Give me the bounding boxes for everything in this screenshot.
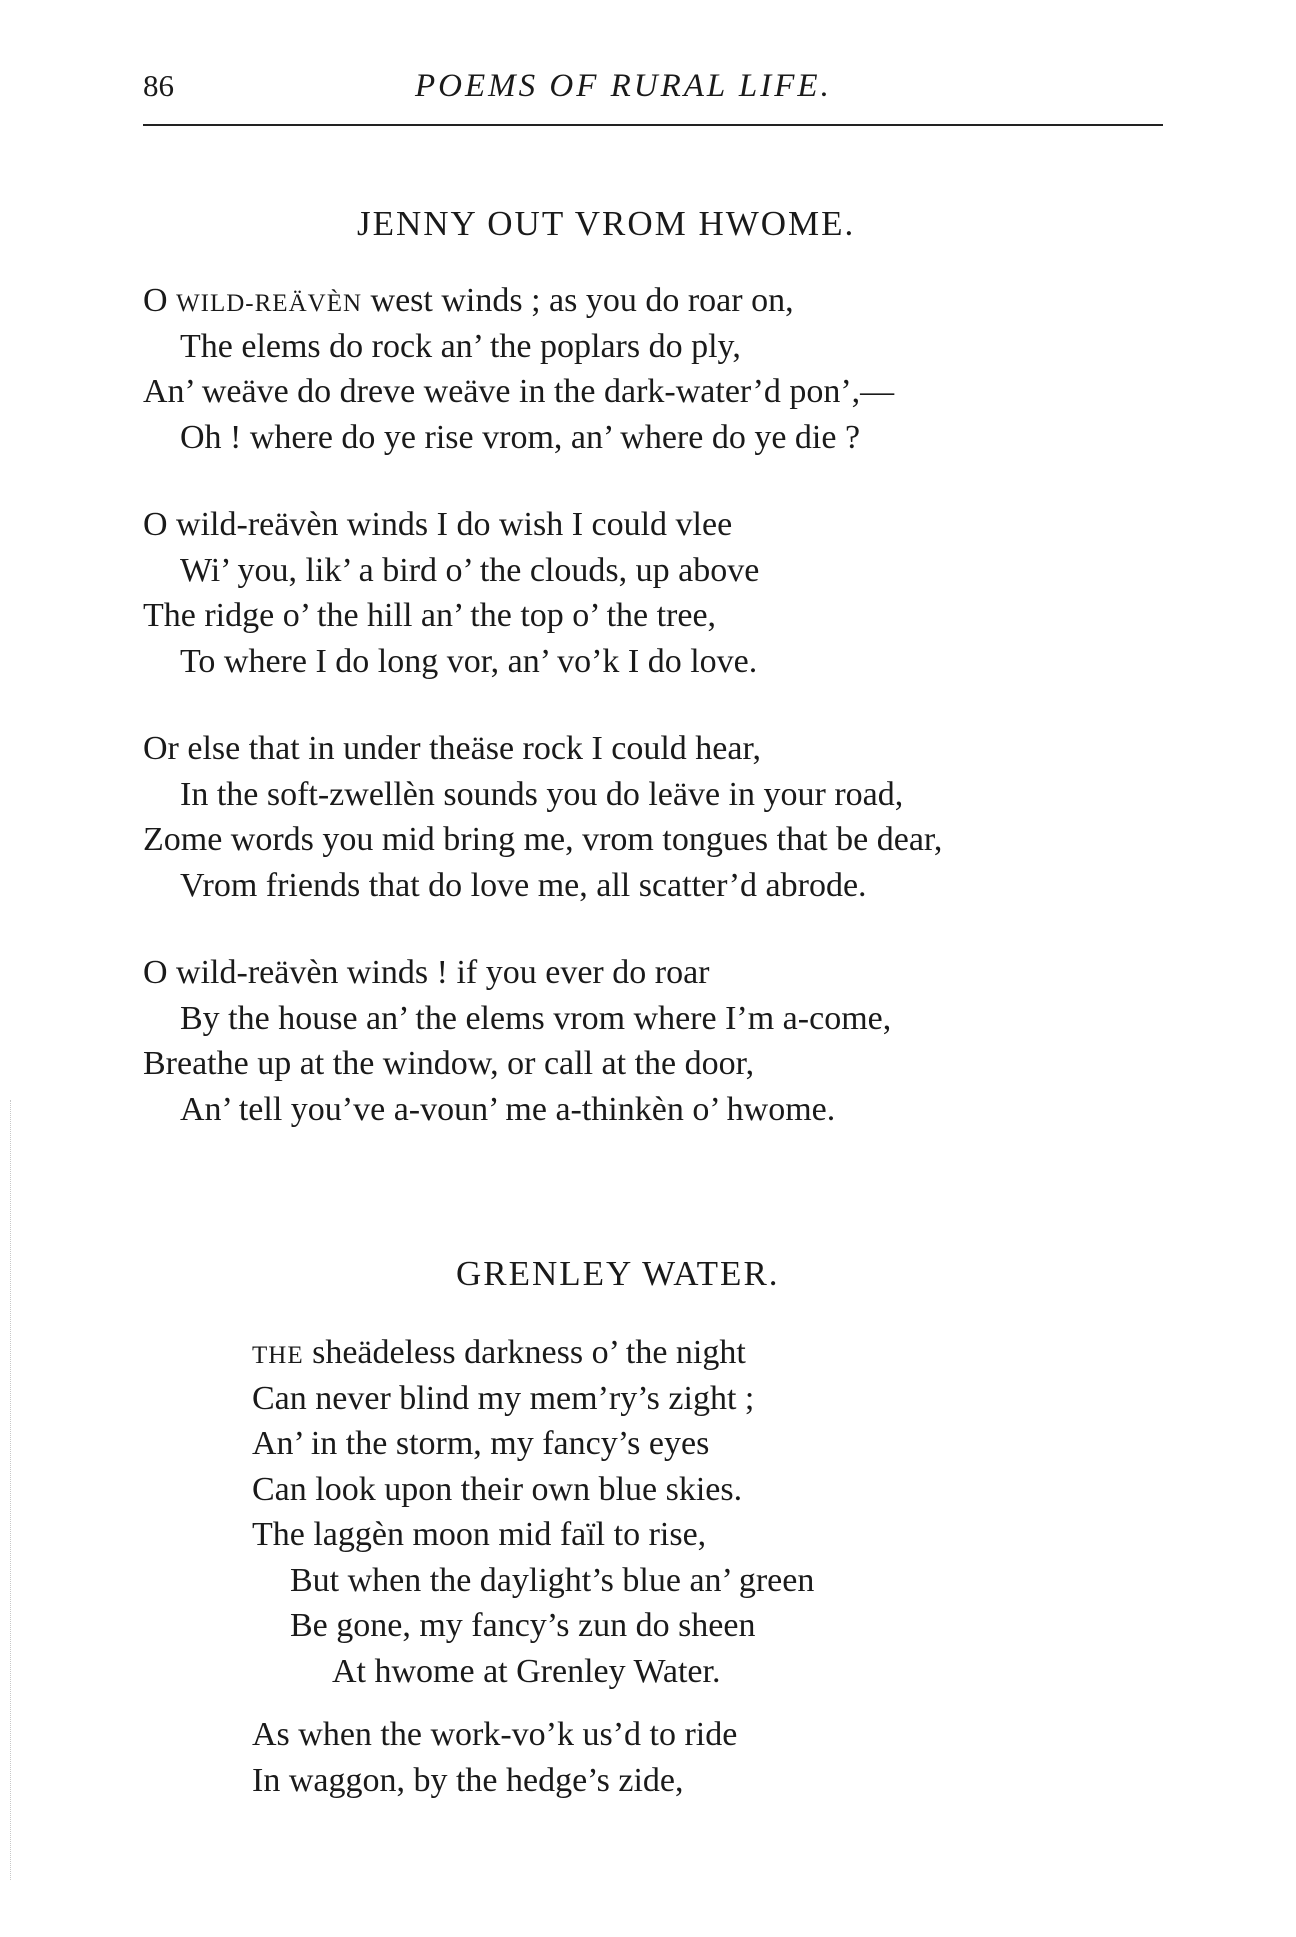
verse-line: Zome words you mid bring me, vrom tongues that be dear, [143,821,943,858]
verse-line: In the soft-zwellèn sounds you do leäve in your road, [180,775,904,813]
margin-binding-dots [10,1100,13,1880]
verse-line: By the house an’ the elems vrom where I’m a-come, [180,999,892,1037]
small-caps-opening: WILD-REÄVÈN [176,290,363,317]
verse-line: Can look upon their own blue skies. [252,1470,743,1508]
verse-line: To where I do long vor, an’ vo’k I do love. [180,642,758,680]
page-number: 86 [143,68,174,103]
poem-title-grenley: GRENLEY WATER. [456,1254,780,1293]
verse-line: As when the work-vo’k us’d to ride [252,1716,738,1753]
stanza-3 [143,726,942,908]
header-rule [143,124,1163,126]
verse-line: Oh ! where do ye rise vrom, an’ where do ye die ? [180,418,861,456]
verse-line: Can never blind my mem’ry’s zight ; [252,1379,755,1417]
verse-line: O wild-reävèn winds ! if you ever do roar [143,954,710,991]
verse-line: Breathe up at the window, or call at the door, [143,1045,755,1082]
verse-line: Vrom friends that do love me, all scatter’d abrode. [180,866,867,904]
verse-line: In waggon, by the hedge’s zide, [252,1761,684,1799]
verse-line: O WILD-REÄVÈN west winds ; as you do roar on, [143,282,794,319]
verse-line: The elems do rock an’ the poplars do ply, [180,327,741,365]
stanza-6 [252,1712,737,1803]
verse-line: At hwome at Grenley Water. [332,1652,721,1690]
small-caps-opening: THE [252,1342,304,1369]
verse-line: Or else that in under theäse rock I could hear, [143,730,761,767]
stanza-2 [143,502,759,684]
poem-title-jenny: JENNY OUT VROM HWOME. [357,204,856,243]
stanza-5 [252,1330,814,1694]
verse-line: The laggèn moon mid faïl to rise, [252,1516,707,1553]
stanza-1 [143,278,894,460]
stanza-4 [143,950,891,1132]
running-title: POEMS OF RURAL LIFE. [415,68,832,104]
verse-line: Be gone, my fancy’s zun do sheen [290,1607,756,1644]
verse-line: But when the daylight’s blue an’ green [290,1561,815,1599]
verse-line: An’ tell you’ve a-voun’ me a-thinkèn o’ hwome. [180,1090,836,1128]
verse-line: THE sheädeless darkness o’ the night [252,1334,746,1371]
verse-line: O wild-reävèn winds I do wish I could vlee [143,506,733,543]
verse-line: The ridge o’ the hill an’ the top o’ the tree, [143,597,717,634]
verse-line: Wi’ you, lik’ a bird o’ the clouds, up above [180,551,760,589]
verse-line: An’ weäve do dreve weäve in the dark-water’d pon’,— [143,373,895,410]
verse-line: An’ in the storm, my fancy’s eyes [252,1425,710,1462]
